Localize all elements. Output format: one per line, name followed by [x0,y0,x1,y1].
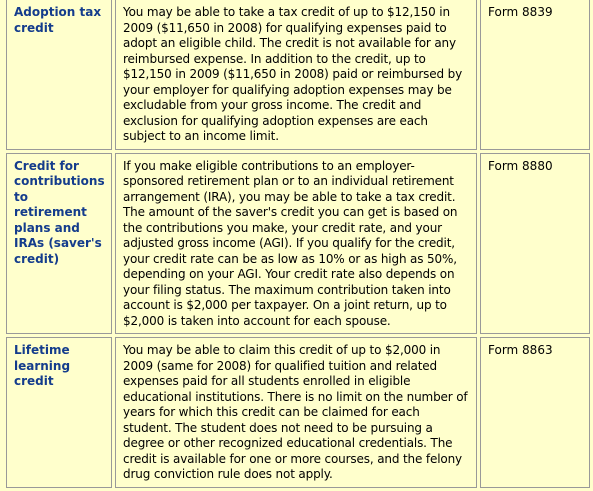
table-row [6,153,590,335]
credit-form: Form 8839 [480,0,590,150]
credit-name: Adoption tax credit [6,0,112,150]
credit-name: Lifetime learning credit [6,337,112,488]
credit-description: If you make eligible contributions to an employer-sponsored retirement plan or to an individual retirement arrangement (IRA), you may be able to take a tax credit. The amount of the saver's credit you can get is based on the contributions you make, your credit rate, and your adjusted gross income (AGI). If you qualify for the credit, your credit rate can be as low as 10% or as high as 50%, depending on your AGI. Your credit rate also depends on your filing status. The maximum contribution taken into account is $2,000 per taxpayer. On a joint return, up to $2,000 is taken into account for each spouse. [115,153,477,335]
tax-credits-table [3,0,593,491]
table-row [6,337,590,488]
credit-name: Credit for contributions to retirement plans and IRAs (saver's credit) [6,153,112,335]
credit-description: You may be able to take a tax credit of up to $12,150 in 2009 ($11,650 in 2008) for qualifying expenses paid to adopt an eligible child. The credit is not available for any reimbursed expense. In addition to the credit, up to $12,150 in 2009 ($11,650 in 2008) paid or reimbursed by your employer for qualifying adoption expenses may be excludable from your gross income. The credit and exclusion for qualifying adoption expenses are each subject to an income limit. [115,0,477,150]
credit-form: Form 8863 [480,337,590,488]
table-row [6,0,590,150]
credit-description: You may be able to claim this credit of up to $2,000 in 2009 (same for 2008) for qualified tuition and related expenses paid for all students enrolled in eligible educational institutions. There is no limit on the number of years for which this credit can be claimed for each student. The student does not need to be pursuing a degree or other recognized educational credentials. The credit is available for one or more courses, and the felony drug conviction rule does not apply. [115,337,477,488]
credit-form: Form 8880 [480,153,590,335]
